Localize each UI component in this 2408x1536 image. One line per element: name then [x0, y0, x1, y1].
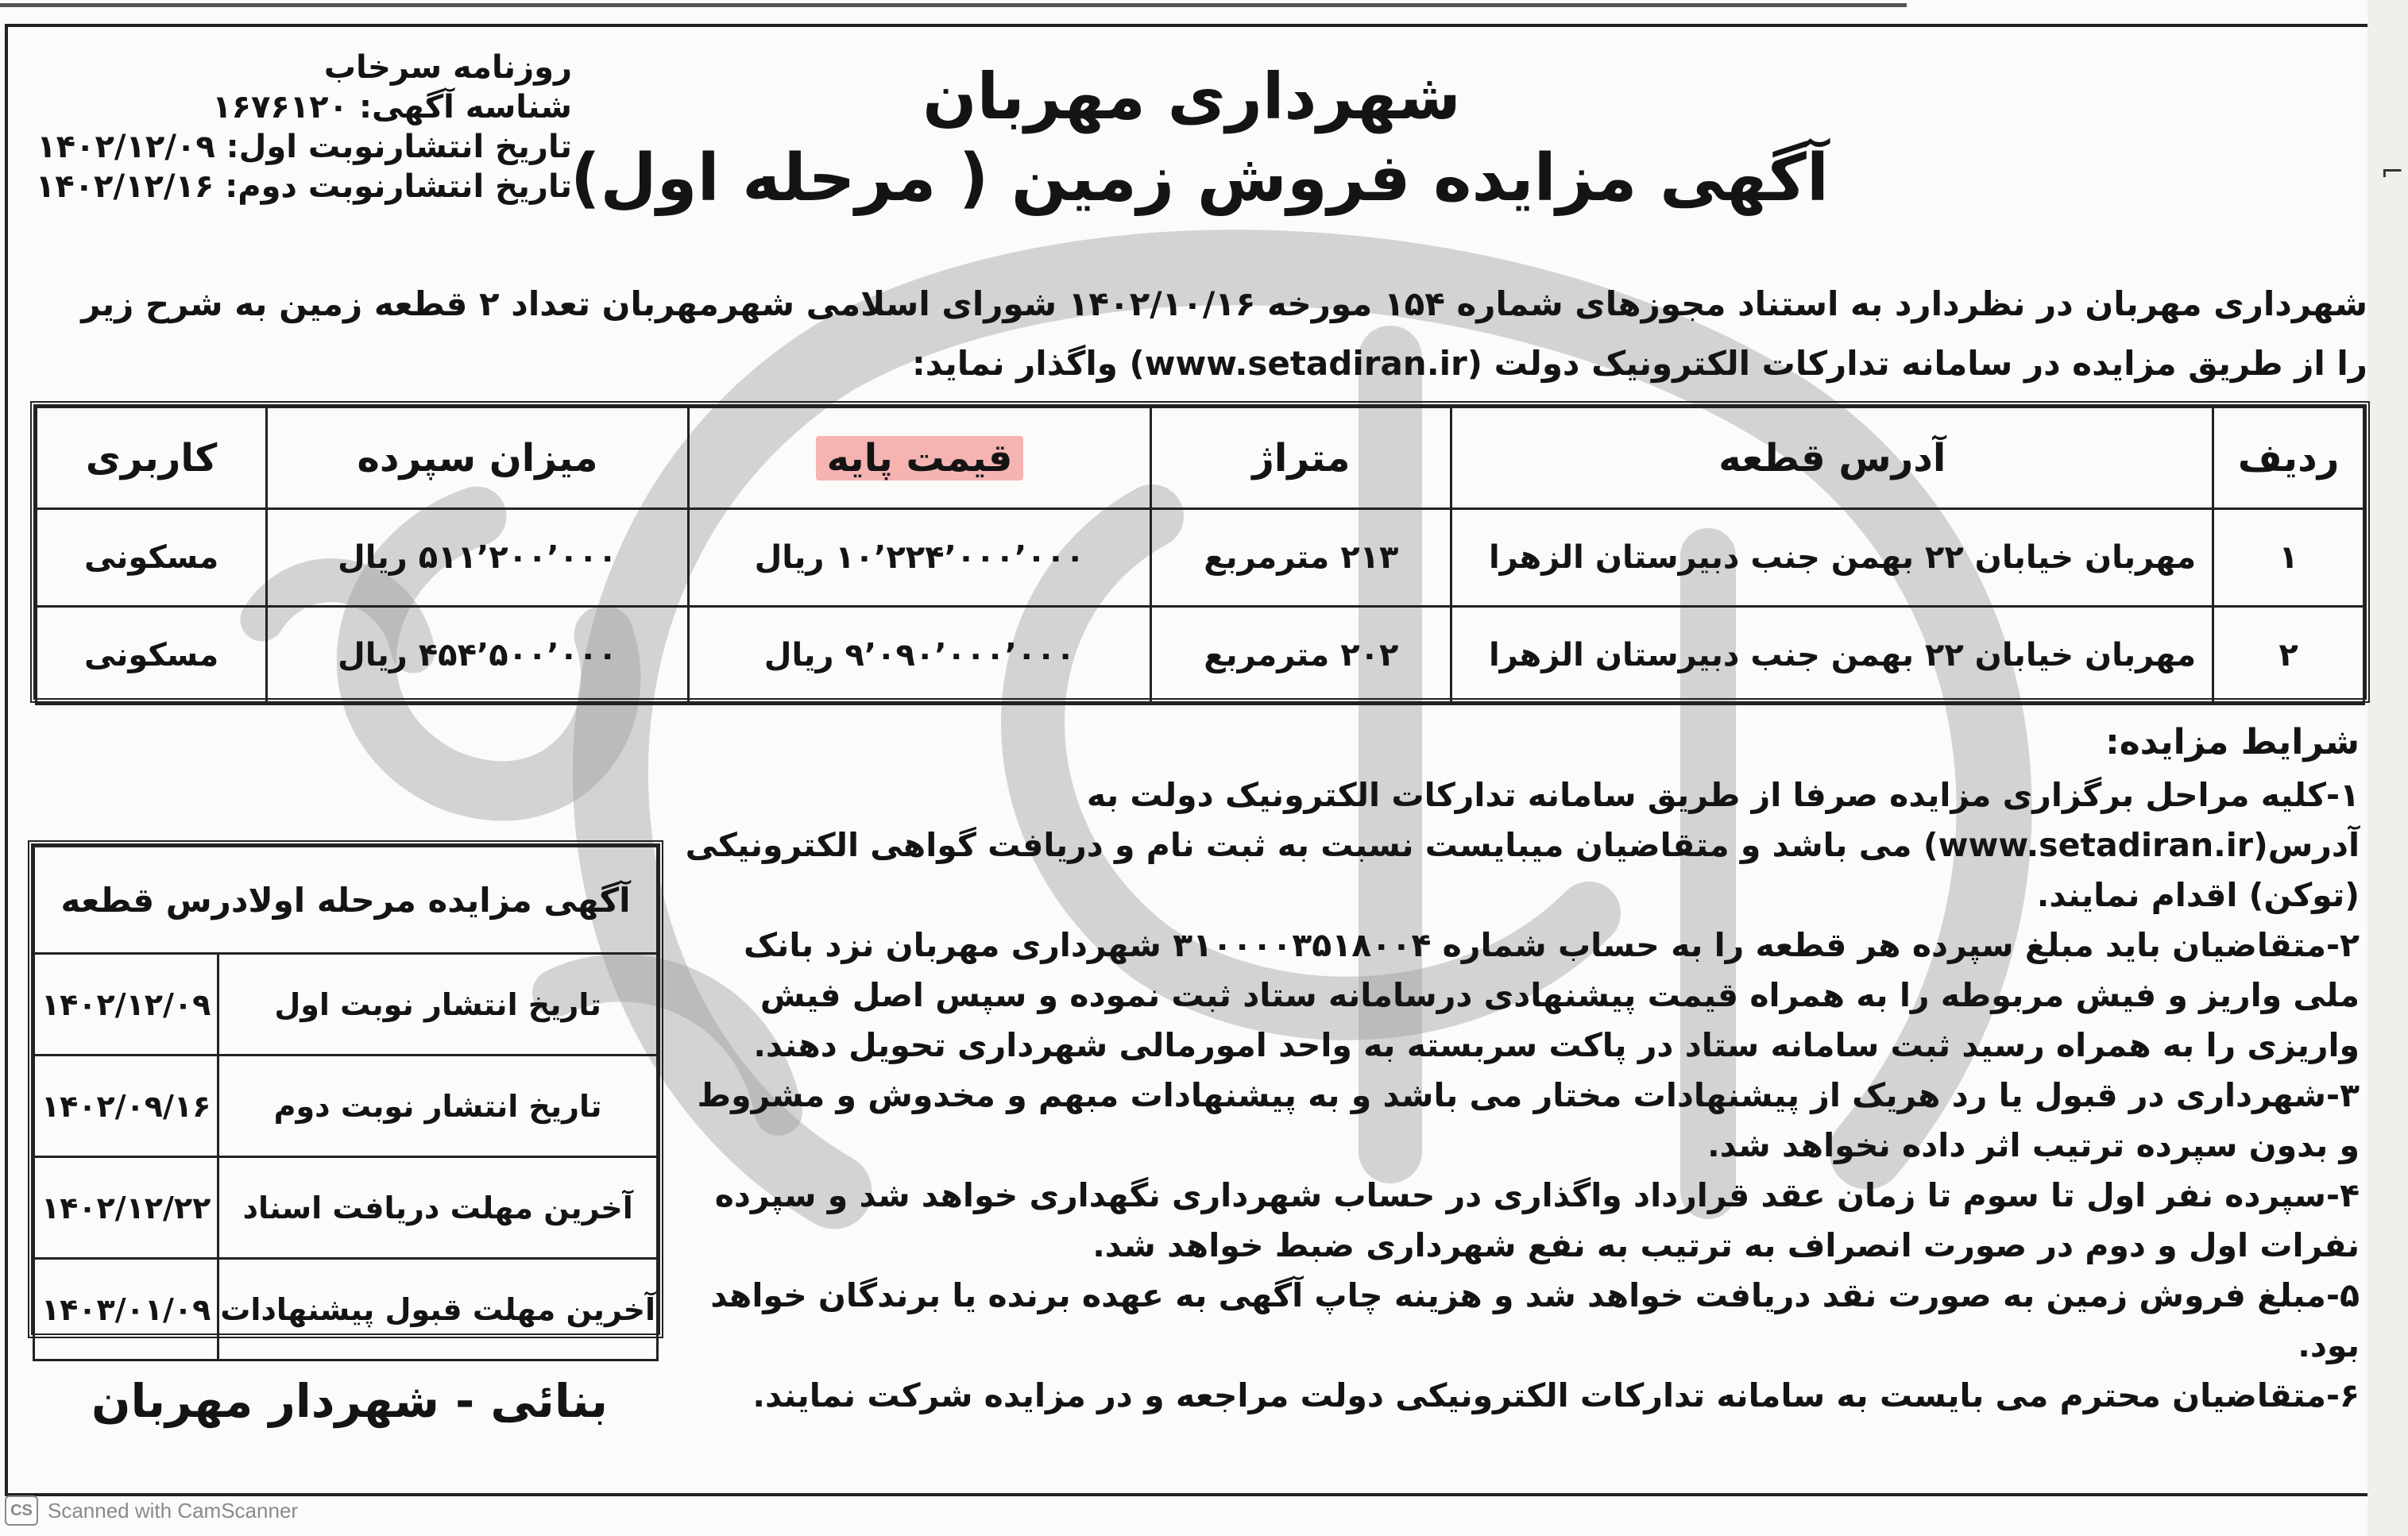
- header-area: متراژ: [1151, 407, 1451, 509]
- cell-deposit: ۵۱۱٬۲۰۰٬۰۰۰ ریال: [267, 509, 689, 607]
- auction-conditions: [667, 715, 2360, 1421]
- publication-meta: [32, 48, 572, 206]
- intro-paragraph: شهرداری مهربان در نظردارد به استناد مجوزهای شماره ۱۵۴ مورخه ۱۴۰۲/۱۰/۱۶ شورای اسلامی شهرمهربان تعداد ۲ قطعه زمین به شرح زیر را از طریق مزایده در سامانه تدارکات الکترونیک دولت (www.setadiran.ir) واگذار نماید:: [81, 284, 2367, 383]
- condition-item: ۴-سپرده نفر اول تا سوم تا زمان عقد قرارداد واگذاری در حساب شهرداری نگهداری خواهد شد و سپرده نفرات اول و دوم در صورت انصراف به ترتیب به نفع شهرداری ضبط خواهد شد.: [714, 1176, 2360, 1264]
- cell-address: مهربان خیابان ۲۲ بهمن جنب دبیرستان الزهرا: [1451, 607, 2213, 704]
- scanner-text: Scanned with CamScanner: [48, 1498, 299, 1522]
- cell-row-number: ۲: [2213, 607, 2364, 704]
- schedule-row: [34, 1056, 658, 1157]
- condition-item: ۳-شهرداری در قبول یا رد هریک از پیشنهادات مختار می باشد و به پیشنهادات مبهم و مخدوش و مشروط و بدون سپرده ترتیب اثر داده نخواهد شد.: [697, 1076, 2360, 1164]
- cell-price: ۱۰٬۲۲۴٬۰۰۰٬۰۰۰ ریال: [688, 509, 1151, 607]
- schedule-label: تاریخ انتشار نوبت اول: [218, 954, 658, 1056]
- ad-id: شناسه آگهی: ۱۶۷۶۱۲۰: [212, 89, 572, 125]
- schedule-date: ۱۴۰۲/۱۲/۰۹: [34, 954, 218, 1056]
- table-row: [37, 607, 2364, 704]
- schedule-date: ۱۴۰۳/۰۱/۰۹: [34, 1259, 218, 1360]
- second-publish-date: تاریخ انتشارنوبت دوم: ۱۴۰۲/۱۲/۱۶: [35, 168, 572, 205]
- table-header-row: [37, 407, 2364, 509]
- newspaper-name: روزنامه سرخاب: [323, 49, 572, 86]
- page-edge: [2367, 0, 2408, 1536]
- table-row: [37, 509, 2364, 607]
- schedule-row: [34, 1259, 658, 1360]
- cell-area: ۲۰۲ مترمربع: [1151, 607, 1451, 704]
- conditions-title: شرایط مزایده:: [2105, 722, 2360, 762]
- condition-item: ۱-کلیه مراحل برگزاری مزایده صرفا از طریق سامانه تدارکات الکترونیک دولت به آدرس(www.setadiran.ir) می باشد و متقاضیان میبایست نسبت به ثبت نام و دریافت گواهی الکترونیکی (توکن) اقدام نمایند.: [685, 776, 2360, 914]
- condition-item: ۵-مبلغ فروش زمین به صورت نقد دریافت خواهد شد و هزینه چاپ آگهی به عهده برنده یا برندگان خواهد بود.: [710, 1276, 2360, 1364]
- first-publish-date: تاریخ انتشارنوبت اول: ۱۴۰۲/۱۲/۰۹: [37, 129, 572, 165]
- cell-usage: مسکونی: [37, 607, 267, 704]
- auction-subtitle: آگهی مزایده فروش زمین ( مرحله اول): [570, 141, 1829, 216]
- cell-row-number: ۱: [2213, 509, 2364, 607]
- schedule-box: [28, 840, 663, 1338]
- header-deposit: میزان سپرده: [267, 407, 689, 509]
- header-price: [688, 407, 1151, 509]
- condition-item: ۶-متقاضیان محترم می بایست به سامانه تدارکات الکترونیکی دولت مراجعه و در مزایده شرکت نمایند.: [752, 1376, 2360, 1414]
- top-divider: [0, 3, 1907, 7]
- margin-mark-icon: ⌐: [2380, 156, 2405, 188]
- schedule-row: [34, 1157, 658, 1259]
- cell-price: ۹٬۰۹۰٬۰۰۰٬۰۰۰ ریال: [688, 607, 1151, 704]
- schedule-label: آخرین مهلت قبول پیشنهادات: [218, 1259, 658, 1360]
- schedule-label: آخرین مهلت دریافت اسناد: [218, 1157, 658, 1259]
- camscanner-logo-icon: CS: [5, 1495, 38, 1526]
- schedule-row: [34, 954, 658, 1056]
- cell-area: ۲۱۳ مترمربع: [1151, 509, 1451, 607]
- schedule-date: ۱۴۰۲/۱۲/۲۲: [34, 1157, 218, 1259]
- scanner-footer: [5, 1493, 298, 1528]
- schedule-title: آگهی مزایده مرحله اولادرس قطعه: [34, 847, 658, 954]
- cell-usage: مسکونی: [37, 509, 267, 607]
- cell-deposit: ۴۵۴٬۵۰۰٬۰۰۰ ریال: [267, 607, 689, 704]
- mayor-signature: بنائی - شهردار مهربان: [91, 1374, 609, 1428]
- header-row-number: ردیف: [2213, 407, 2364, 509]
- cell-address: مهربان خیابان ۲۲ بهمن جنب دبیرستان الزهرا: [1451, 509, 2213, 607]
- header-usage: کاربری: [37, 407, 267, 509]
- schedule-date: ۱۴۰۲/۰۹/۱۶: [34, 1056, 218, 1157]
- schedule-label: تاریخ انتشار نوبت دوم: [218, 1056, 658, 1157]
- land-table: [30, 401, 2370, 703]
- price-header-highlight: قیمت پایه: [816, 436, 1024, 480]
- condition-item: ۲-متقاضیان باید مبلغ سپرده هر قطعه را به حساب شماره ۳۱۰۰۰۰۳۵۱۸۰۰۴ شهرداری مهربان نزد بانک ملی واریز و فیش مربوطه را به همراه قیمت پیشنهادی درسامانه ستاد ثبت نموده و سپس اصل فیش واریزی را به همراه رسید ثبت سامانه ستاد در پاکت سربسته به واحد امورمالی شهرداری تحویل دهند.: [743, 926, 2360, 1064]
- municipality-title: شهرداری مهربان: [922, 60, 1461, 133]
- header-address: آدرس قطعه: [1451, 407, 2213, 509]
